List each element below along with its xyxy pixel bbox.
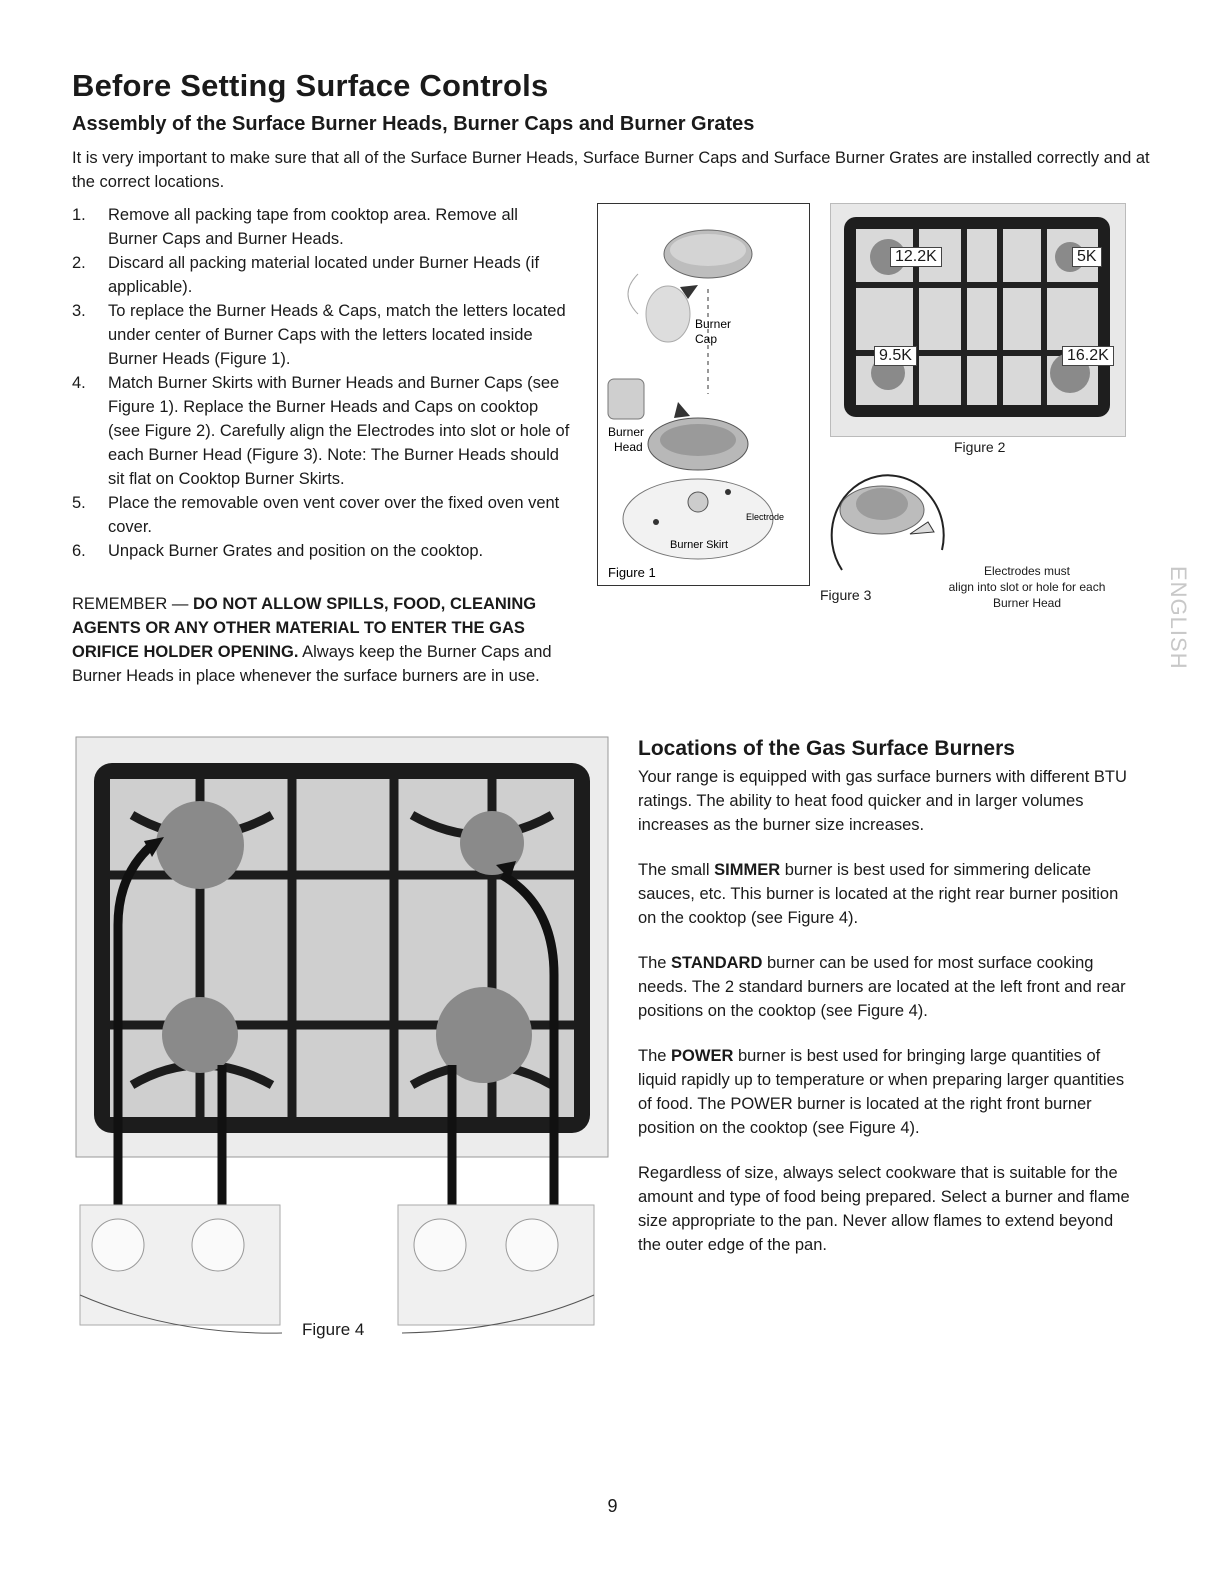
note-line: Electrodes must [983,564,1071,578]
page-number: 9 [607,1496,618,1516]
language-side-tab [1147,562,1191,692]
section-subtitle: Assembly of the Surface Burner Heads, Burner Caps and Burner Grates [72,113,755,135]
warning-prefix: REMEMBER — [72,595,194,613]
list-item [72,203,572,251]
control-knob [414,1219,466,1271]
locations-paragraph-5: Regardless of size, always select cookware that is suitable for the amount and type of food being prepared. Select a burner and flame size appropriate to the pan. Never allow flames to extend beyond the outer edge of the pan. [638,1164,1130,1254]
text-run: burner is best used for simmering delicate sauces, etc. This burner is located at the right rear burner position on the cooktop (see Figure 4). [638,861,1119,927]
text-run: The [638,954,672,972]
btu-label-left-rear: 12.2K [890,247,942,267]
figure-2-cooktop [830,203,1126,436]
figure-3 [812,450,1132,625]
figure-2-caption: Figure 2 [954,439,1006,455]
locations-paragraph-2 [638,858,1133,930]
figure-3-caption: Figure 3 [820,587,872,603]
step-number: 3. [72,302,86,320]
list-item [72,491,572,539]
control-knob [192,1219,244,1271]
locations-title: Locations of the Gas Surface Burners [638,737,1015,760]
text-run: The [638,1047,672,1065]
step-number: 2. [72,254,86,272]
warning-bold: DO NOT ALLOW SPILLS, FOOD, CLEANING AGENTS OR ANY OTHER MATERIAL TO ENTER THE GAS ORIFICE HOLDER OPENING. [72,595,537,661]
figure-3-note [932,563,1122,611]
list-item [72,251,572,299]
step-text: Remove all packing tape from cooktop area. Remove all Burner Caps and Burner Heads. [108,206,518,248]
burner-head-label-1: Burner [608,425,645,439]
locations-paragraph-4 [638,1044,1133,1140]
locations-section [638,737,1133,1278]
figure-4-caption: Figure 4 [302,1320,365,1339]
burner-shape [156,801,244,889]
step-number: 6. [72,542,86,560]
step-number: 5. [72,494,86,512]
list-item [72,539,572,563]
note-line: Burner Head [992,596,1062,610]
side-tab-text: ENGLISH [1166,566,1191,670]
warning-suffix: Always keep the Burner Caps and Burner Heads in place whenever the surface burners are in use. [72,643,552,685]
text-run: burner is best used for bringing large quantities of liquid rapidly up to temperature or when preparing larger quantities of food. The POWER burner is located at the right front burner position on the cooktop (see Figure 4). [638,1047,1125,1137]
burner-skirt-label: Burner Skirt [670,539,729,551]
control-knob [92,1219,144,1271]
note-line: align into slot or hole for each [948,580,1106,594]
figure-2 [830,203,1126,455]
btu-label-right-rear: 5K [1072,247,1102,267]
locations-paragraph-3 [638,951,1133,1023]
list-item [72,299,572,371]
step-number: 1. [72,206,86,224]
burner-head-label-2: Head [614,440,643,454]
assembly-steps [72,203,572,563]
arrow-icon [674,402,690,418]
btu-label-right-front: 16.2K [1062,346,1114,366]
figure-1 [597,203,810,586]
step-number: 4. [72,374,86,392]
text-run: burner can be used for most surface cooking needs. The 2 standard burners are located at the left front and rear positions on the cooktop (see Figure 4). [638,954,1126,1020]
standard-term: STANDARD [671,954,763,972]
warning-paragraph [72,592,592,688]
figure-4-cooktop [72,735,612,1355]
locations-paragraph-1: Your range is equipped with gas surface burners with different BTU ratings. The ability to heat food quicker and in larger volumes increases as the burner size increases. [638,768,1127,834]
page-title: Before Setting Surface Controls [72,68,549,103]
step-text: Place the removable oven vent cover over the fixed oven vent cover. [108,494,560,536]
simmer-term: SIMMER [714,861,781,879]
figure-1-illustration [598,204,809,585]
step-text: Discard all packing material located under Burner Heads (if applicable). [108,254,540,296]
step-text: Match Burner Skirts with Burner Heads and Burner Caps (see Figure 1). Replace the Burner Heads and Caps on cooktop (see Figure 2). Carefully align the Electrodes into slot or hole of each Burner Head (Figure 3). Note: The Burner Heads should sit flat on Cooktop Burner Skirts. [108,374,570,488]
step-text: Unpack Burner Grates and position on the cooktop. [108,542,484,560]
burner-cap-label-2: Cap [695,332,718,346]
text-run: The small [638,861,715,879]
step-text: To replace the Burner Heads & Caps, match the letters located under center of Burner Caps with the letters located inside Burner Heads (Figure 1). [108,302,566,368]
btu-label-left-front: 9.5K [874,346,917,366]
burner-shape [162,997,238,1073]
figure-1-caption: Figure 1 [608,565,656,580]
electrode-label: Electrode [746,512,785,522]
figure-4 [72,735,612,1355]
control-knob [506,1219,558,1271]
burner-cap-label-1: Burner [695,317,732,331]
power-term: POWER [671,1047,734,1065]
list-item [72,371,572,491]
intro-paragraph: It is very important to make sure that all of the Surface Burner Heads, Surface Burner Caps and Surface Burner Grates are installed correctly and at the correct locations. [72,149,1150,191]
